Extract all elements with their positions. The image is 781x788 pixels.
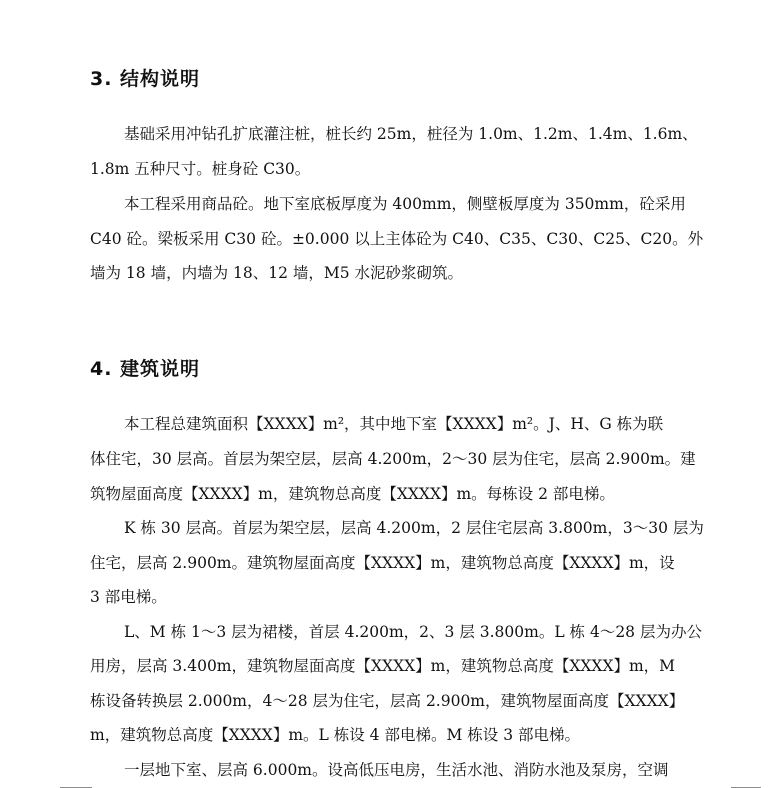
paragraph-line: 墙为 18 墙，内墙为 18、12 墙，M5 水泥砂浆砌筑。 — [90, 264, 464, 282]
paragraph-line: m，建筑物总高度【XXXX】m。L 栋设 4 部电梯。M 栋设 3 部电梯。 — [90, 726, 580, 744]
paragraph-line: L、M 栋 1～3 层为裙楼，首层 4.200m，2、3 层 3.800m。L 栋 4～28 层为办公 — [124, 623, 702, 641]
paragraph-line: 一层地下室、层高 6.000m。设高低压电房，生活水池、消防水池及泵房，空调 — [124, 761, 669, 779]
paragraph-line: 本工程总建筑面积【XXXX】m²，其中地下室【XXXX】m²。J、H、G 栋为联 — [124, 415, 664, 433]
paragraph-line: K 栋 30 层高。首层为架空层，层高 4.200m，2 层住宅层高 3.800m，3～30 层为 — [124, 519, 704, 537]
paragraph-line: 住宅，层高 2.900m。建筑物屋面高度【XXXX】m，建筑物总高度【XXXX】m，设 — [90, 554, 675, 572]
section-heading-structure: 3. 结构说明 — [90, 68, 201, 90]
paragraph-line: 1.8m 五种尺寸。桩身砼 C30。 — [90, 160, 311, 178]
paragraph-line: 栋设备转换层 2.000m，4～28 层为住宅，层高 2.900m，建筑物屋面高度【XXXX】 — [90, 692, 685, 710]
paragraph-line: 用房，层高 3.400m，建筑物屋面高度【XXXX】m，建筑物总高度【XXXX】m，M — [90, 657, 676, 675]
paragraph-line: 3 部电梯。 — [90, 588, 167, 606]
paragraph-line: 基础采用冲钻孔扩底灌注桩，桩长约 25m，桩径为 1.0m、1.2m、1.4m、1.6m、 — [124, 125, 698, 143]
paragraph-line: 本工程采用商品砼。地下室底板厚度为 400mm，侧壁板厚度为 350mm，砼采用 — [124, 195, 686, 213]
section-heading-architecture: 4. 建筑说明 — [90, 358, 201, 380]
paragraph-line: 体住宅，30 层高。首层为架空层，层高 4.200m，2～30 层为住宅，层高 2.900m。建 — [90, 450, 696, 468]
paragraph-line: 筑物屋面高度【XXXX】m，建筑物总高度【XXXX】m。每栋设 2 部电梯。 — [90, 485, 615, 503]
paragraph-line: C40 砼。梁板采用 C30 砼。±0.000 以上主体砼为 C40、C35、C30、C25、C20。外 — [90, 230, 704, 248]
